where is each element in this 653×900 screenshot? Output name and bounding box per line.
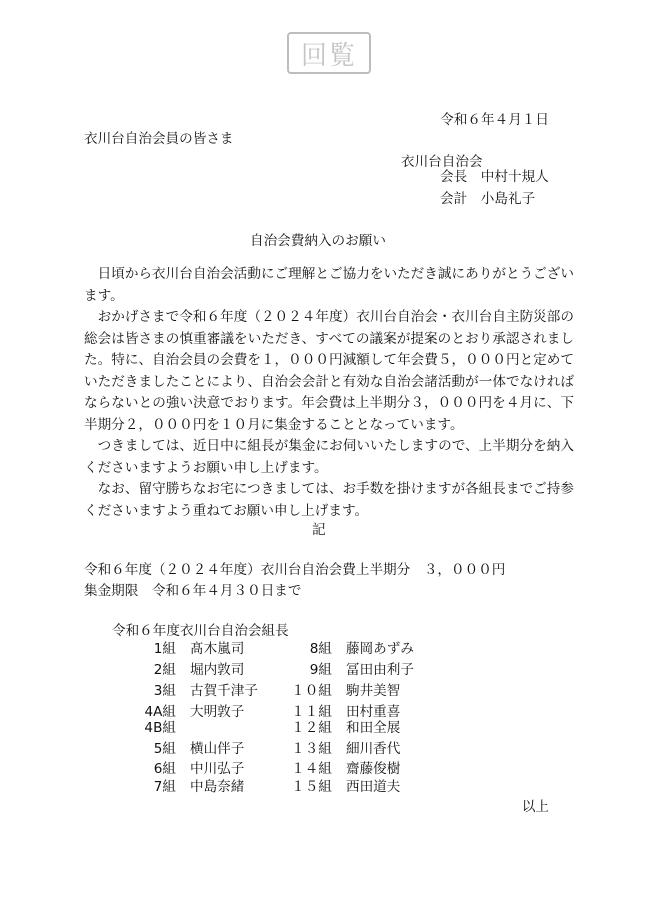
group-leader-name: 藤岡あずみ <box>346 641 414 657</box>
sender-chair <box>440 165 549 185</box>
document-date: 令和６年４月１日 <box>440 112 549 128</box>
sender-treasurer <box>440 187 535 207</box>
group-leader-name: 髙木嵐司 <box>190 641 245 657</box>
group-number: １４組 <box>291 761 332 777</box>
group-row <box>282 757 400 777</box>
group-leader-name: 大明敦子 <box>190 704 245 720</box>
group-row <box>126 637 244 657</box>
paragraph: 日頃から衣川台自治会活動にご理解とご協力をいただき誠にありがとうございます。 <box>84 266 574 304</box>
group-number: 7組 <box>153 779 176 795</box>
group-number: １０組 <box>291 683 332 699</box>
group-number: １３組 <box>291 741 332 757</box>
sender-name: 中村十規人 <box>480 169 549 185</box>
group-leader-name: 細川香代 <box>346 741 401 757</box>
sender-role: 会長 <box>440 169 468 185</box>
group-row <box>126 737 244 757</box>
paragraph: なお、留守勝ちなお宅につきましては、お手数を掛けますが各組長までご持参くださいますよう重ねてお願い申し上げます。 <box>84 481 574 519</box>
group-number: 5組 <box>153 741 176 757</box>
addressee: 衣川台自治会員の皆さま <box>84 131 234 147</box>
group-number: 8組 <box>309 641 332 657</box>
group-leader-name: 西田道夫 <box>346 779 401 795</box>
sender-role: 会計 <box>440 191 468 207</box>
group-number: 3組 <box>153 683 176 699</box>
sender-org: 衣川台自治会 <box>401 154 483 170</box>
group-number: 6組 <box>153 761 176 777</box>
group-leader-name: 田村重喜 <box>346 704 401 720</box>
sender-name: 小島礼子 <box>480 191 536 207</box>
group-leader-name: 横山伴子 <box>190 741 245 757</box>
kairan-stamp: 回覧 <box>287 32 371 74</box>
group-row <box>126 716 190 736</box>
group-leader-name: 齋藤俊樹 <box>346 761 401 777</box>
group-leader-name: 堀内敦司 <box>190 662 245 678</box>
group-number: 4A組 <box>144 704 176 720</box>
leaders-title: 令和６年度衣川台自治会組長 <box>112 623 289 639</box>
group-row <box>282 716 400 736</box>
group-row <box>126 757 244 777</box>
group-row <box>126 658 244 678</box>
ki-heading: 記 <box>312 522 326 538</box>
group-row <box>282 637 414 657</box>
group-row <box>282 775 400 795</box>
group-number: 9組 <box>309 662 332 678</box>
group-number: 1組 <box>153 641 176 657</box>
group-row <box>126 679 258 699</box>
group-leader-name: 中島奈緒 <box>190 779 245 795</box>
fee-line: 令和６年度（２０２４年度）衣川台自治会費上半期分 ３，０００円 <box>84 562 506 578</box>
group-leader-name: 中川弘子 <box>190 761 245 777</box>
group-leader-name: 和田全展 <box>346 720 401 736</box>
paragraph: つきましては、近日中に組長が集金にお伺いいたしますので、上半期分を納入くださいますようお願い申し上げます。 <box>84 438 574 476</box>
group-number: １１組 <box>291 704 332 720</box>
group-row <box>282 737 400 757</box>
group-leader-name: 冨田由利子 <box>346 662 414 678</box>
group-row <box>126 775 244 795</box>
group-number: １５組 <box>291 779 332 795</box>
closing: 以上 <box>521 799 549 815</box>
group-leader-name: 駒井美智 <box>346 683 401 699</box>
group-number: 4B組 <box>144 720 176 736</box>
group-row <box>282 658 414 678</box>
group-row <box>282 679 400 699</box>
document-title: 自治会費納入のお願い <box>250 233 386 249</box>
paragraph: おかげさまで令和６年度（２０２４年度）衣川台自治会・衣川台自主防災部の総会は皆さまの慎重審議をいただき、すべての議案が提案のとおり承認されました。特に、自治会員の会費を１，０００円減額して年会費５，０００円と定めていただきましたことにより、自治会会計と有効な自治会諸活動が一体でなければならないとの強い決意でおります。年会費は上半期分３，０００円を４月に、下半期分２，０００円を１０月に集金することとなっています。 <box>84 309 574 433</box>
collection-deadline: 集金期限 令和６年４月３０日まで <box>84 583 302 599</box>
group-number: 2組 <box>153 662 176 678</box>
group-number: １２組 <box>291 720 332 736</box>
group-leader-name: 古賀千津子 <box>190 683 258 699</box>
body-text <box>84 264 574 522</box>
